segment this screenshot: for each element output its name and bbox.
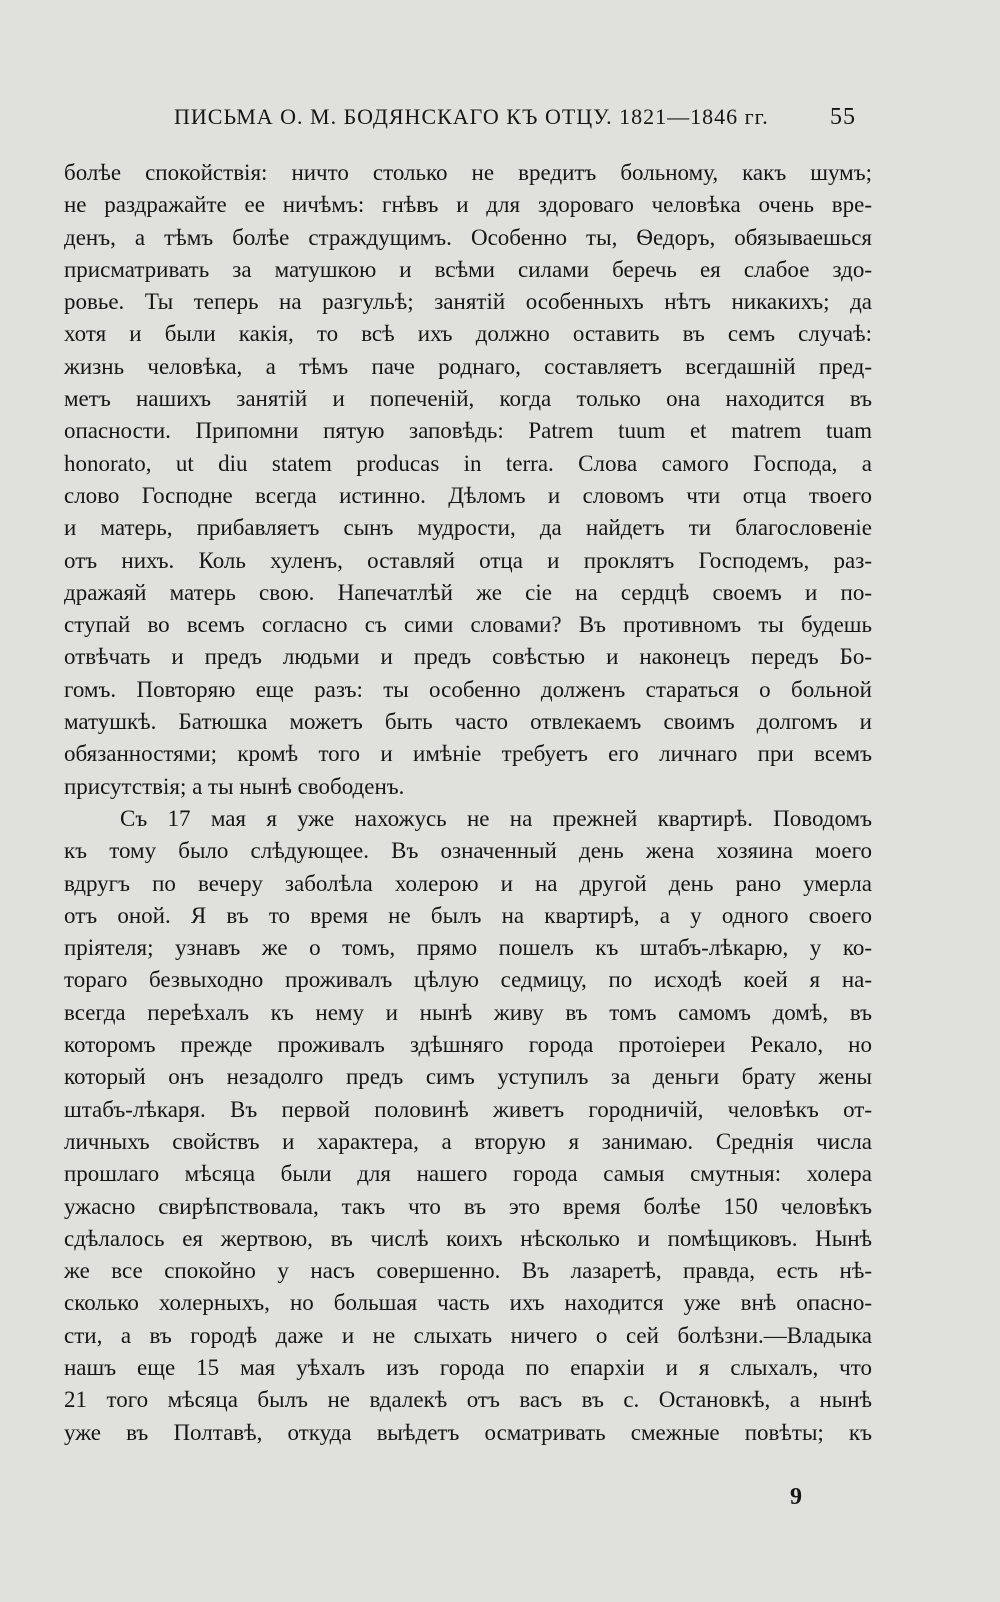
text-line: дражаяй матерь свою. Напечатлѣй же сіе на сердцѣ своемъ и по- — [64, 579, 872, 605]
text-line: уже въ Полтавѣ, откуда выѣдетъ осматривать смежные повѣты; къ — [64, 1419, 872, 1445]
text-line: сдѣлалось ея жертвою, въ числѣ коихъ нѣсколько и помѣщиковъ. Нынѣ — [64, 1225, 872, 1251]
text-line: штабъ-лѣкаря. Въ первой половинѣ живетъ городничій, человѣкъ от- — [64, 1096, 872, 1122]
text-line: ровье. Ты теперь на разгульѣ; занятій особенныхъ нѣтъ никакихъ; да — [64, 289, 872, 315]
text-line: метъ нашихъ занятій и попеченій, когда только она находится въ — [64, 386, 872, 412]
body-text — [64, 157, 872, 1449]
text-line: 21 того мѣсяца былъ не вдалекѣ отъ васъ въ с. Остановкѣ, а нынѣ — [64, 1387, 872, 1413]
text-line: гомъ. Повторяю еще разъ: ты особенно долженъ стараться о больной — [64, 676, 872, 702]
text-line: матушкѣ. Батюшка можетъ быть часто отвлекаемъ своимъ долгомъ и — [64, 709, 872, 735]
text-line: всегда переѣхалъ къ нему и нынѣ живу въ томъ самомъ домѣ, въ — [64, 999, 872, 1025]
text-line: который онъ незадолго предъ симъ уступилъ за деньги брату жены — [64, 1064, 872, 1090]
text-line: хотя и были какія, то всѣ ихъ должно оставить въ семъ случаѣ: — [64, 321, 872, 347]
text-line: денъ, а тѣмъ болѣе страждущимъ. Особенно ты, Ѳедоръ, обязываешься — [64, 224, 872, 250]
text-line: слово Господне всегда истинно. Дѣломъ и словомъ чти отца твоего — [64, 482, 872, 508]
text-line: же все спокойно у насъ совершенно. Въ лазаретѣ, правда, есть нѣ- — [64, 1258, 872, 1284]
text-line: отвѣчать и предъ людьми и предъ совѣстью и наконецъ передъ Бо- — [64, 644, 872, 670]
text-line: личныхъ свойствъ и характера, а вторую я занимаю. Среднія числа — [64, 1128, 872, 1154]
text-line: сти, а въ городѣ даже и не слыхать ничего о сей болѣзни.—Владыка — [64, 1322, 872, 1348]
text-line: къ тому было слѣдующее. Въ означенный день жена хозяина моего — [64, 838, 872, 864]
text-line: болѣе спокойствія: ничто столько не вредитъ больному, какъ шумъ; — [64, 160, 872, 185]
text-line: отъ нихъ. Коль хуленъ, оставляй отца и проклятъ Господемъ, раз- — [64, 547, 872, 573]
text-line: опасности. Припомни пятую заповѣдь: Patrem tuum et matrem tuam — [64, 418, 872, 444]
text-line: сколько холерныхъ, но большая часть ихъ находится уже внѣ опасно- — [64, 1290, 872, 1316]
text-line: тораго безвыходно проживалъ цѣлую седмицу, по исходѣ коей я на- — [64, 967, 872, 993]
text-line: присматривать за матушкою и всѣми силами беречь ея слабое здо- — [64, 256, 872, 282]
running-title: ПИСЬМА О. М. БОДЯНСКАГО КЪ ОТЦУ. 1821—1846 гг. — [174, 104, 769, 129]
text-line: ужасно свирѣпствовала, такъ что въ это время болѣе 150 человѣкъ — [64, 1193, 872, 1219]
text-line: которомъ прежде проживалъ здѣшняго города протоіереи Рекало, но — [64, 1032, 872, 1058]
text-line: и матерь, прибавляетъ сынъ мудрости, да найдетъ ти благословеніе — [64, 515, 872, 541]
text-line: пріятеля; узнавъ же о томъ, прямо пошелъ къ штабъ-лѣкарю, у ко- — [64, 935, 872, 961]
page-header — [64, 104, 856, 138]
text-line: не раздражайте ее ничѣмъ: гнѣвъ и для здороваго человѣка очень вре- — [64, 192, 872, 218]
text-line: нашъ еще 15 мая уѣхалъ изъ города по епархіи и я слыхалъ, что — [64, 1354, 872, 1380]
text-line: вдругъ по вечеру заболѣла холерою и на другой день рано умерла — [64, 870, 872, 896]
text-line: обязанностями; кромѣ того и имѣніе требуетъ его личнаго при всемъ — [64, 741, 872, 767]
page-number: 55 — [830, 104, 856, 130]
text-line: ступай во всемъ согласно съ сими словами? Въ противномъ ты будешь — [64, 612, 872, 638]
signature-mark: 9 — [790, 1484, 802, 1510]
text-line: присутствія; а ты нынѣ свободенъ. — [64, 773, 405, 799]
text-line: жизнь человѣка, а тѣмъ паче роднаго, составляетъ всегдашній пред- — [64, 353, 872, 379]
text-line: honorato, ut diu statem producas in terra. Слова самого Господа, а — [64, 450, 872, 476]
text-line: отъ оной. Я въ то время не былъ на квартирѣ, а у одного своего — [64, 902, 872, 928]
text-line: Съ 17 мая я уже нахожусь не на прежней квартирѣ. Поводомъ — [120, 805, 872, 831]
text-line: прошлаго мѣсяца были для нашего города самыя смутныя: холера — [64, 1161, 872, 1187]
